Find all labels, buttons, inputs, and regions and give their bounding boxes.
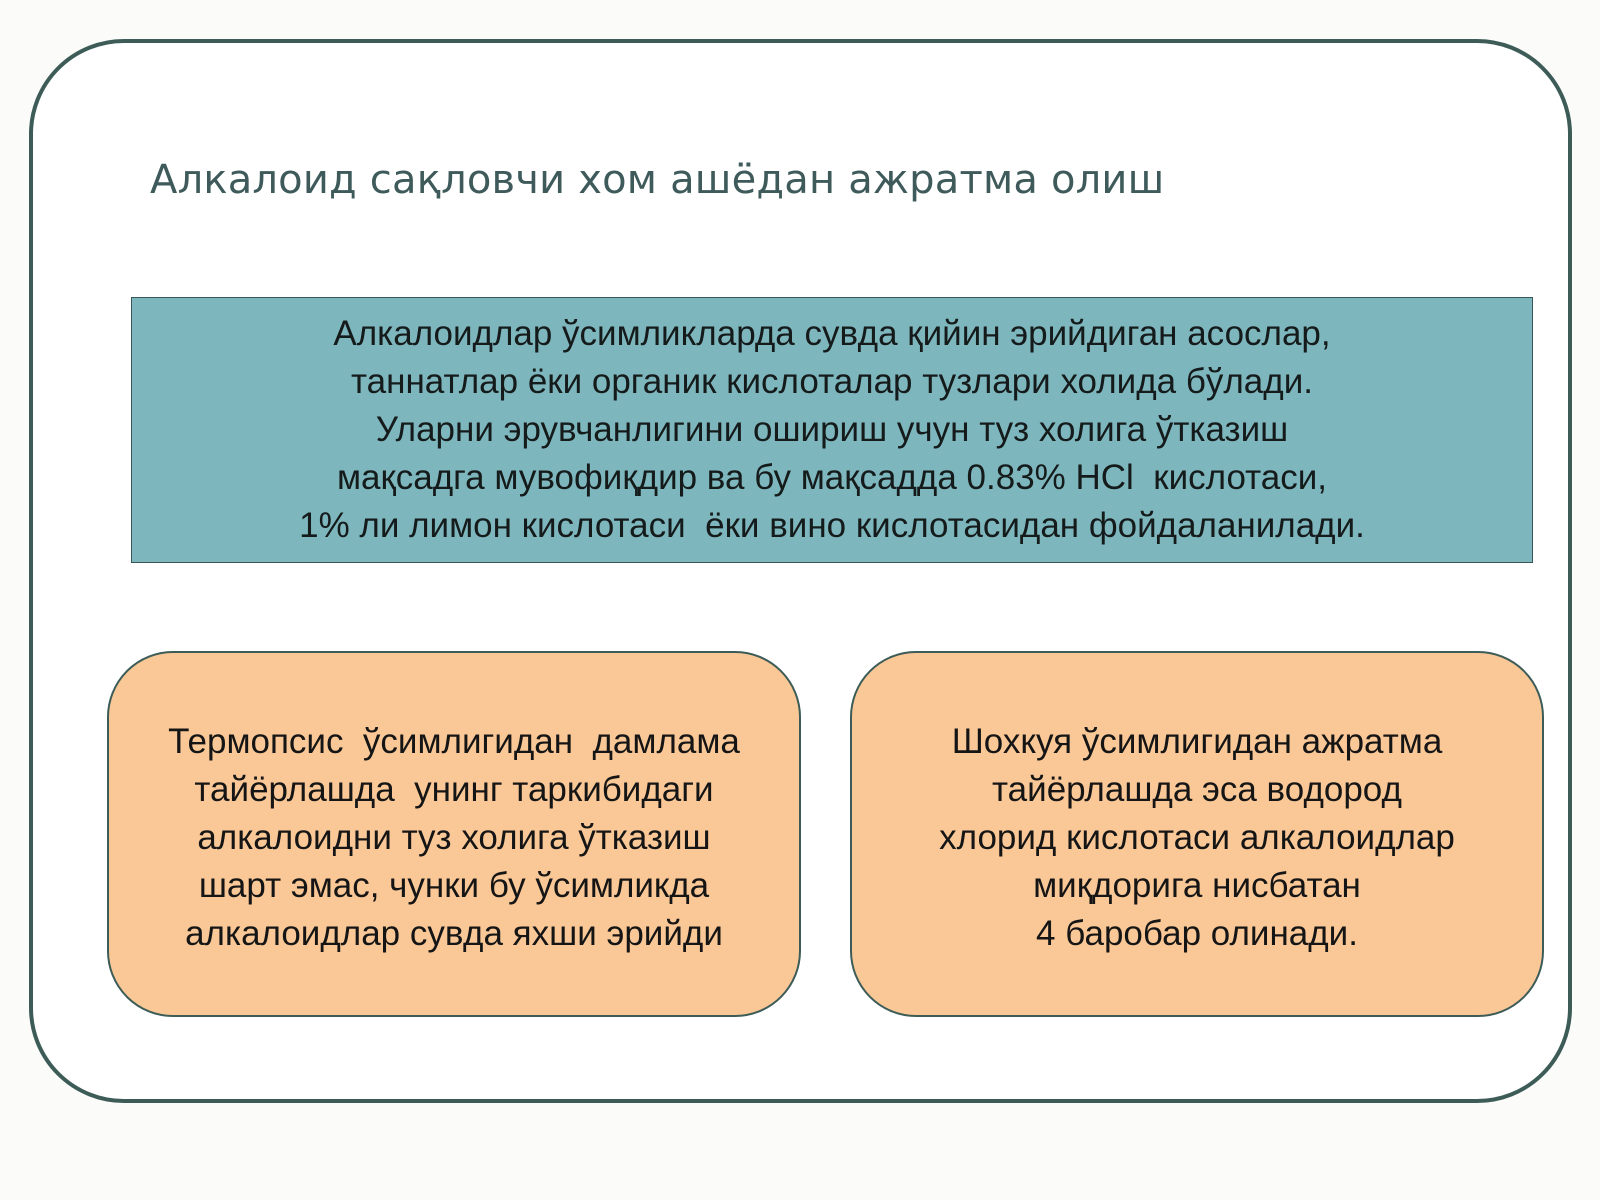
card-line: тайёрлашда эса водород xyxy=(992,770,1402,809)
info-line: Алкалоидлар ўсимликларда сувда қийин эрийдиган асослар, xyxy=(333,314,1331,353)
info-line: мақсадга мувофиқдир ва бу мақсадда 0.83% HCl кислотаси, xyxy=(336,458,1328,497)
card-line: Термопсис ўсимлигидан дамлама xyxy=(168,722,740,761)
thermopsis-card xyxy=(107,651,801,1017)
info-line: таннатлар ёки органик кислоталар тузлари холида бўлади. xyxy=(351,362,1313,401)
card-line: Шохкуя ўсимлигидан ажратма xyxy=(951,722,1443,761)
card-line: 4 баробар олинади. xyxy=(1036,914,1358,953)
shokhkuya-card xyxy=(850,651,1544,1017)
card-line: алкалоидни туз холига ўтказиш xyxy=(197,818,711,857)
card-line: миқдорига нисбатан xyxy=(1033,866,1361,905)
info-line: Уларни эрувчанлигини ошириш учун туз холига ўтказиш xyxy=(375,410,1289,449)
card-line: шарт эмас, чунки бу ўсимликда xyxy=(198,866,710,905)
card-line: хлорид кислотаси алкалоидлар xyxy=(939,818,1455,857)
slide-title: Алкалоид сақловчи хом ашёдан ажратма олиш xyxy=(150,157,1165,203)
card-line: тайёрлашда унинг таркибидаги xyxy=(194,770,714,809)
info-text xyxy=(299,310,1365,550)
info-box xyxy=(131,297,1533,563)
thermopsis-card-text xyxy=(168,718,740,958)
card-line: алкалоидлар сувда яхши эрийди xyxy=(185,914,723,953)
info-line: 1% ли лимон кислотаси ёки вино кислотасидан фойдаланилади. xyxy=(299,506,1365,545)
shokhkuya-card-text xyxy=(939,718,1455,958)
